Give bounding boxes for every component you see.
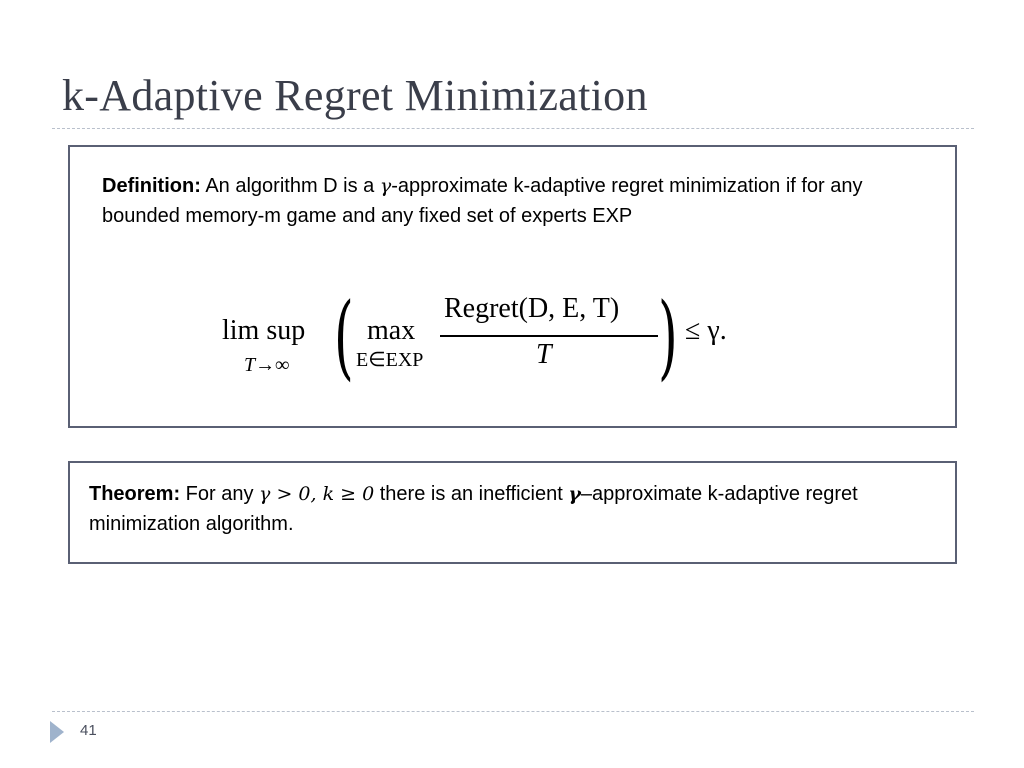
theorem-text-part-1: For any <box>180 483 260 505</box>
formula-fraction-bar <box>440 335 658 337</box>
formula-max: max <box>367 315 416 346</box>
formula-max-subscript: E∈EXP <box>356 349 424 371</box>
definition-gamma: γ <box>379 175 392 197</box>
formula-tail: ≤ γ. <box>685 315 727 346</box>
formula-left-paren: ( <box>334 283 354 390</box>
theorem-text-part-3: –approximate k-adaptive regret minimization algorithm. <box>89 483 858 535</box>
definition-label: Definition: <box>102 175 201 197</box>
theorem-text <box>89 479 939 539</box>
theorem-condition: γ > 0, k ≥ 0 <box>259 483 375 505</box>
formula-denominator: T <box>536 339 552 370</box>
formula-right-paren: ) <box>658 283 678 390</box>
theorem-label: Theorem: <box>89 483 181 505</box>
footer-divider <box>52 711 974 712</box>
definition-text-part-2: -approximate k-adaptive regret minimization if for any bounded memory-m game and any fixed set of experts EXP <box>102 175 863 227</box>
theorem-box <box>68 461 957 564</box>
theorem-gamma-bold: γ <box>568 483 581 505</box>
formula-numerator: Regret(D, E, T) <box>444 293 620 324</box>
title-divider <box>52 128 974 129</box>
definition-box <box>68 145 957 428</box>
definition-text-part-1: An algorithm D is a <box>200 175 380 197</box>
definition-text <box>102 171 922 231</box>
slide-title: k-Adaptive Regret Minimization <box>62 71 648 120</box>
triangle-bullet-icon <box>50 721 64 743</box>
page-number: 41 <box>80 722 97 739</box>
theorem-text-part-2: there is an inefficient <box>374 483 569 505</box>
formula-limsup-subscript: T→∞ <box>244 354 290 376</box>
formula-limsup: lim sup <box>222 315 306 346</box>
